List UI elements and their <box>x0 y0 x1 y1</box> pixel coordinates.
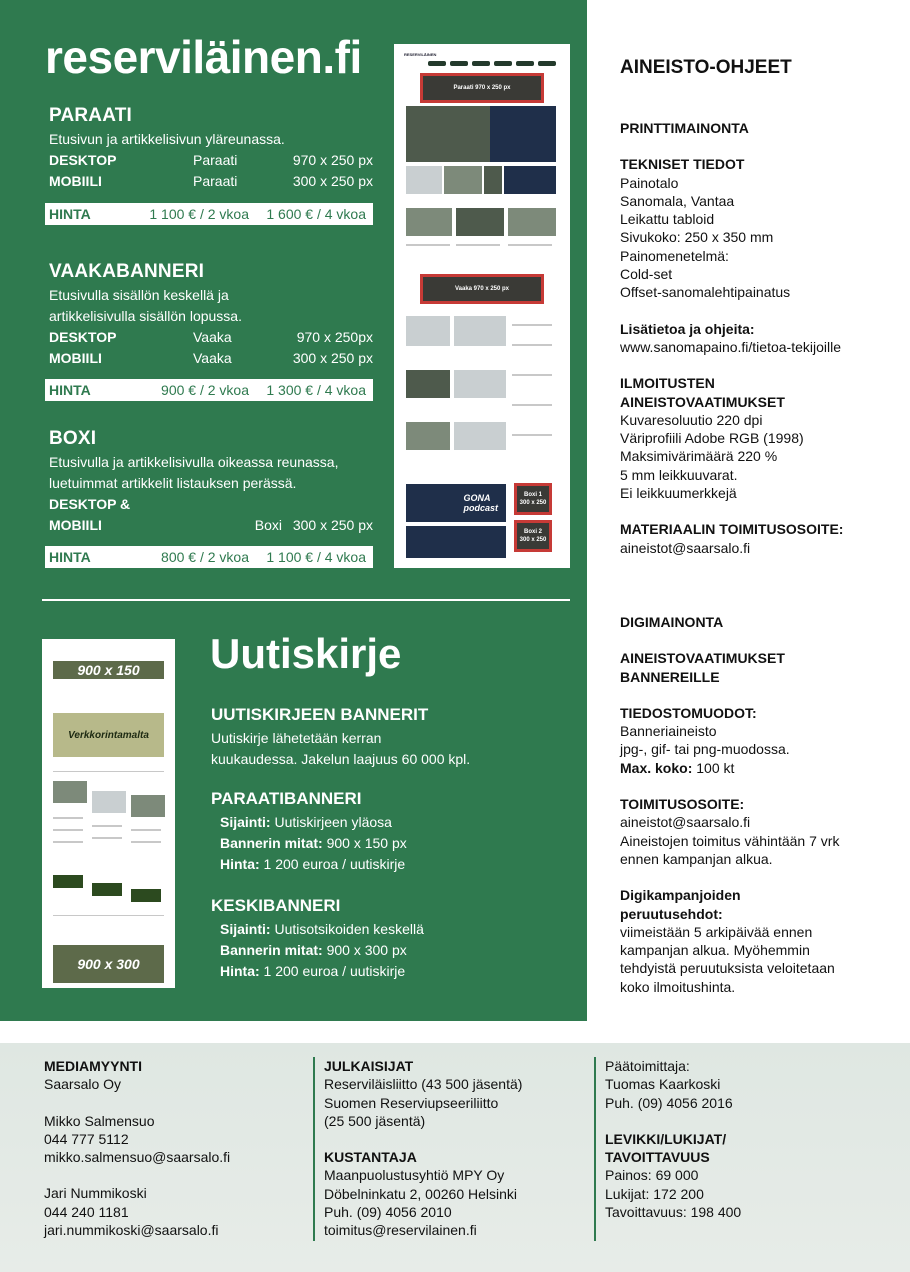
delivery-heading: TOIMITUSOSOITE: <box>620 796 745 813</box>
text-line <box>53 841 83 843</box>
row-key: MOBIILI <box>49 350 102 366</box>
price-2wk: 900 € / 2 vkoa <box>161 382 249 398</box>
divider <box>42 599 570 601</box>
boxi-desc: Etusivulla ja artikkelisivulla oikeassa reunassa, <box>49 454 339 470</box>
editor-label: Päätoimittaja: <box>605 1058 690 1074</box>
more-info-link[interactable]: www.sanomapaino.fi/tietoa-tekijoille <box>620 338 841 355</box>
price-2wk: 1 100 € / 2 vkoa <box>149 206 249 222</box>
row-type: Vaaka <box>193 350 232 366</box>
info-value: Uutiskirjeen yläosa <box>270 814 392 830</box>
text-line <box>92 837 122 839</box>
ad-req-line: Ei leikkuumerkkejä <box>620 485 737 502</box>
delivery-line[interactable]: aineistot@saarsalo.fi <box>620 814 751 831</box>
price-label: HINTA <box>49 382 91 398</box>
text-line <box>512 374 552 376</box>
thumb-image <box>508 208 556 236</box>
thumb-image <box>456 208 504 236</box>
paraati-price-bar <box>45 203 373 225</box>
text-line <box>53 829 83 831</box>
contact-phone: 044 240 1181 <box>44 1203 129 1220</box>
paraatibanneri-heading: PARAATIBANNERI <box>211 789 362 808</box>
publisher-line: Suomen Reserviupseeriliitto <box>324 1094 499 1111</box>
info-value: 900 x 300 px <box>322 942 407 958</box>
digital-heading: DIGIMAINONTA <box>620 614 724 630</box>
row-key: DESKTOP & <box>49 496 131 512</box>
hero-image <box>406 106 490 162</box>
paraati-heading: PARAATI <box>49 105 133 126</box>
tech-line: Sanomala, Vantaa <box>620 192 735 209</box>
material-email[interactable]: aineistot@saarsalo.fi <box>620 539 751 556</box>
info-key: Sijainti: <box>220 814 271 830</box>
mockup-logo: RESERVILÄINEN <box>404 52 437 57</box>
price-4wk: 1 600 € / 4 vkoa <box>266 206 366 222</box>
website-mockup <box>394 44 570 568</box>
banners-text: kuukaudessa. Jakelun laajuus 60 000 kpl. <box>211 751 471 767</box>
text-line <box>512 324 552 326</box>
publisher-line: (25 500 jäsentä) <box>324 1112 426 1129</box>
price-label: HINTA <box>49 206 91 222</box>
boxi1-ad-slot: Boxi 1 300 x 250 <box>514 483 552 515</box>
thumb-image <box>406 316 450 346</box>
paraati-ad-slot: Paraati 970 x 250 px <box>420 73 544 103</box>
row-size: 970 x 250 px <box>292 152 373 168</box>
podcast-banner: GONA podcast <box>406 484 506 522</box>
material-address-heading: MATERIAALIN TOIMITUSOSOITE: <box>620 521 844 538</box>
row-key: MOBIILI <box>49 173 102 189</box>
nav-pill <box>538 61 556 66</box>
tech-line: Painotalo <box>620 174 679 191</box>
circulation-line: Tavoittavuus: 198 400 <box>605 1204 742 1221</box>
contact-email[interactable]: mikko.salmensuo@saarsalo.fi <box>44 1149 231 1166</box>
row-key: DESKTOP <box>49 329 117 345</box>
ad-req-heading: ILMOITUSTEN <box>620 375 715 392</box>
info-key: Hinta: <box>220 963 260 979</box>
file-line: Banneriaineisto <box>620 723 717 740</box>
nav-pill <box>494 61 512 66</box>
info-line <box>211 812 551 833</box>
vaaka-desc: artikkelisivulla sisällön lopussa. <box>49 308 242 324</box>
text-line <box>131 829 161 831</box>
editor-name: Tuomas Kaarkoski <box>605 1076 721 1093</box>
file-line: jpg-, gif- tai png-muodossa. <box>620 741 790 758</box>
tech-line: Leikattu tabloid <box>620 211 715 228</box>
row-size: 300 x 250 px <box>292 173 373 189</box>
vaaka-row <box>49 348 373 369</box>
thumb-image <box>92 791 126 813</box>
ad-req-line: Kuvaresoluutio 220 dpi <box>620 411 763 428</box>
thumb-image <box>454 422 506 450</box>
publisher-company-line: Maanpuolustusyhtiö MPY Oy <box>324 1167 505 1184</box>
text-line <box>53 915 164 916</box>
more-info-heading: Lisätietoa ja ohjeita: <box>620 320 755 337</box>
info-line <box>211 833 551 854</box>
cancel-heading: peruutusehdot: <box>620 905 723 922</box>
editor-phone: Puh. (09) 4056 2016 <box>605 1094 733 1111</box>
row-type: Boxi <box>254 517 282 533</box>
text-line <box>53 817 83 819</box>
info-value: Uutisotsikoiden keskellä <box>270 921 424 937</box>
publisher-email[interactable]: toimitus@reservilainen.fi <box>324 1222 477 1239</box>
max-size-value: 100 kt <box>692 759 735 776</box>
paraati-row <box>49 150 373 171</box>
row-key: DESKTOP <box>49 152 117 168</box>
tech-line: Painomenetelmä: <box>620 247 729 264</box>
banners-heading: UUTISKIRJEEN BANNERIT <box>211 705 429 724</box>
nav-pill <box>516 61 534 66</box>
thumb-text-box <box>504 166 556 194</box>
read-more-button <box>92 883 122 896</box>
footer-publishers <box>324 1057 522 1240</box>
boxi-heading: BOXI <box>49 428 97 449</box>
thumb-image <box>406 166 442 194</box>
publisher-company-line: Döbelninkatu 2, 00260 Helsinki <box>324 1185 518 1202</box>
footer-separator <box>594 1057 596 1241</box>
circulation-line: Lukijat: 172 200 <box>605 1185 704 1202</box>
newsletter-middle-banner: 900 x 300 <box>53 945 164 983</box>
ad-req-line: Väriprofiili Adobe RGB (1998) <box>620 430 804 447</box>
guide-title: AINEISTO-OHJEET <box>620 57 792 78</box>
contact-email[interactable]: jari.nummikoski@saarsalo.fi <box>44 1222 219 1239</box>
row-type: Vaaka <box>193 329 232 345</box>
price-label: HINTA <box>49 549 91 565</box>
info-value: 900 x 150 px <box>322 835 407 851</box>
thumb-image <box>131 795 165 817</box>
tech-line: Offset-sanomalehtipainatus <box>620 284 791 301</box>
keskibanneri-heading: KESKIBANNERI <box>211 896 341 915</box>
text-line <box>131 841 161 843</box>
info-line <box>211 854 551 875</box>
banners-text: Uutiskirje lähetetään kerran <box>211 730 382 746</box>
newsletter-banners-section <box>211 705 551 770</box>
footer-media-sales <box>44 1057 230 1239</box>
info-value: 1 200 euroa / uutiskirje <box>259 963 406 979</box>
file-formats-heading: TIEDOSTOMUODOT: <box>620 704 757 721</box>
print-heading: PRINTTIMAINONTA <box>620 120 749 136</box>
nav-pill <box>450 61 468 66</box>
info-key: Sijainti: <box>220 921 271 937</box>
price-2wk: 800 € / 2 vkoa <box>161 549 249 565</box>
text-line <box>92 825 122 827</box>
read-more-button <box>53 875 83 888</box>
info-key: Bannerin mitat: <box>220 942 323 958</box>
max-size-line <box>620 759 905 777</box>
vaaka-row <box>49 327 373 348</box>
cancel-line: tehdyistä peruutuksista veloitetaan <box>620 960 835 977</box>
nav-pill <box>472 61 490 66</box>
hero-text-box <box>490 106 556 162</box>
thumb-image <box>454 316 506 346</box>
read-more-button <box>131 889 161 902</box>
text-line <box>512 434 552 436</box>
text-line <box>512 404 552 406</box>
publisher-company-line: Puh. (09) 4056 2010 <box>324 1204 452 1221</box>
newsletter-top-banner: 900 x 150 <box>53 661 164 679</box>
paraati-desc: Etusivun ja artikkelisivun yläreunassa. <box>49 131 285 147</box>
paraati-row <box>49 171 373 192</box>
row-key: MOBIILI <box>49 517 102 533</box>
row-type: Paraati <box>193 152 238 168</box>
row-type: Paraati <box>193 173 238 189</box>
info-line <box>211 940 551 961</box>
footer-separator <box>313 1057 315 1241</box>
text-line <box>53 771 164 772</box>
vaaka-heading: VAAKABANNERI <box>49 261 205 282</box>
digital-section <box>620 613 905 996</box>
delivery-line: ennen kampanjan alkua. <box>620 850 773 867</box>
row-size: 300 x 250 px <box>292 350 373 366</box>
nav-pill <box>428 61 446 66</box>
text-line <box>508 244 552 246</box>
price-4wk: 1 100 € / 4 vkoa <box>266 549 366 565</box>
row-size: 970 x 250px <box>296 329 373 345</box>
material-guide <box>620 59 905 77</box>
cancel-line: koko ilmoitushinta. <box>620 978 736 995</box>
thumb-image <box>406 422 450 450</box>
media-heading: MEDIAMYYNTI <box>44 1058 142 1074</box>
max-size-key: Max. koko: <box>620 759 693 776</box>
thumb-image <box>406 208 452 236</box>
thumb-image <box>454 370 506 398</box>
banner-req-heading: AINEISTOVAATIMUKSET <box>620 650 785 667</box>
cancel-line: viimeistään 5 arkipäivää ennen <box>620 923 813 940</box>
boxi-row <box>49 515 373 536</box>
tech-line: Cold-set <box>620 266 673 283</box>
text-line <box>512 344 552 346</box>
info-key: Hinta: <box>220 856 260 872</box>
vaaka-desc: Etusivulla sisällön keskellä ja <box>49 287 229 303</box>
newsletter-title: Uutiskirje <box>210 630 402 677</box>
paraatibanneri-section <box>211 789 551 875</box>
text-line <box>406 244 450 246</box>
thumb-image <box>444 166 482 194</box>
thumb-image <box>53 781 87 803</box>
info-key: Bannerin mitat: <box>220 835 323 851</box>
vaaka-price-bar <box>45 379 373 401</box>
ad-req-heading: AINEISTOVAATIMUKSET <box>620 393 785 410</box>
circulation-heading: LEVIKKI/LUKIJAT/ <box>605 1130 727 1147</box>
keskibanneri-section <box>211 896 551 982</box>
vaaka-ad-slot: Vaaka 970 x 250 px <box>420 274 544 304</box>
tech-heading: TEKNISET TIEDOT <box>620 156 745 173</box>
circulation-heading: TAVOITTAVUUS <box>605 1149 710 1166</box>
publisher-line: Reserviläisliitto (43 500 jäsentä) <box>324 1076 523 1093</box>
ad-req-line: 5 mm leikkuuvarat. <box>620 466 738 483</box>
contact-phone: 044 777 5112 <box>44 1130 129 1147</box>
circulation-line: Painos: 69 000 <box>605 1167 699 1184</box>
vaaka-section <box>49 261 373 369</box>
delivery-line: Aineistojen toimitus vähintään 7 vrk <box>620 832 840 849</box>
site-title: reserviläinen.fi <box>45 31 362 83</box>
cancel-line: kampanjan alkua. Myöhemmin <box>620 942 810 959</box>
boxi-row <box>49 494 373 515</box>
banner-req-heading: BANNEREILLE <box>620 668 720 685</box>
price-4wk: 1 300 € / 4 vkoa <box>266 382 366 398</box>
boxi-section <box>49 428 373 536</box>
publishers-heading: JULKAISIJAT <box>324 1058 414 1074</box>
newsletter-header-image: Verkkorintamalta <box>53 713 164 757</box>
info-value: 1 200 euroa / uutiskirje <box>259 856 406 872</box>
row-size: 300 x 250 px <box>292 517 373 533</box>
boxi-desc: luetuimmat artikkelit listauksen perässä. <box>49 475 297 491</box>
article-banner <box>406 526 506 558</box>
boxi-price-bar <box>45 546 373 568</box>
ad-req-line: Maksimivärimäärä 220 % <box>620 448 778 465</box>
footer-editor <box>605 1057 741 1221</box>
text-line <box>456 244 500 246</box>
publisher-company-heading: KUSTANTAJA <box>324 1149 417 1166</box>
info-line <box>211 919 551 940</box>
boxi2-ad-slot: Boxi 2 300 x 250 <box>514 520 552 552</box>
tech-line: Sivukoko: 250 x 350 mm <box>620 229 774 246</box>
thumb-image <box>484 166 502 194</box>
newsletter-mockup <box>42 639 175 988</box>
thumb-image <box>406 370 450 398</box>
info-line <box>211 961 551 982</box>
contact-name: Jari Nummikoski <box>44 1185 147 1202</box>
cancel-heading: Digikampanjoiden <box>620 887 741 904</box>
contact-name: Mikko Salmensuo <box>44 1112 155 1129</box>
paraati-section <box>49 105 373 192</box>
media-company: Saarsalo Oy <box>44 1076 122 1093</box>
print-section <box>620 119 905 557</box>
